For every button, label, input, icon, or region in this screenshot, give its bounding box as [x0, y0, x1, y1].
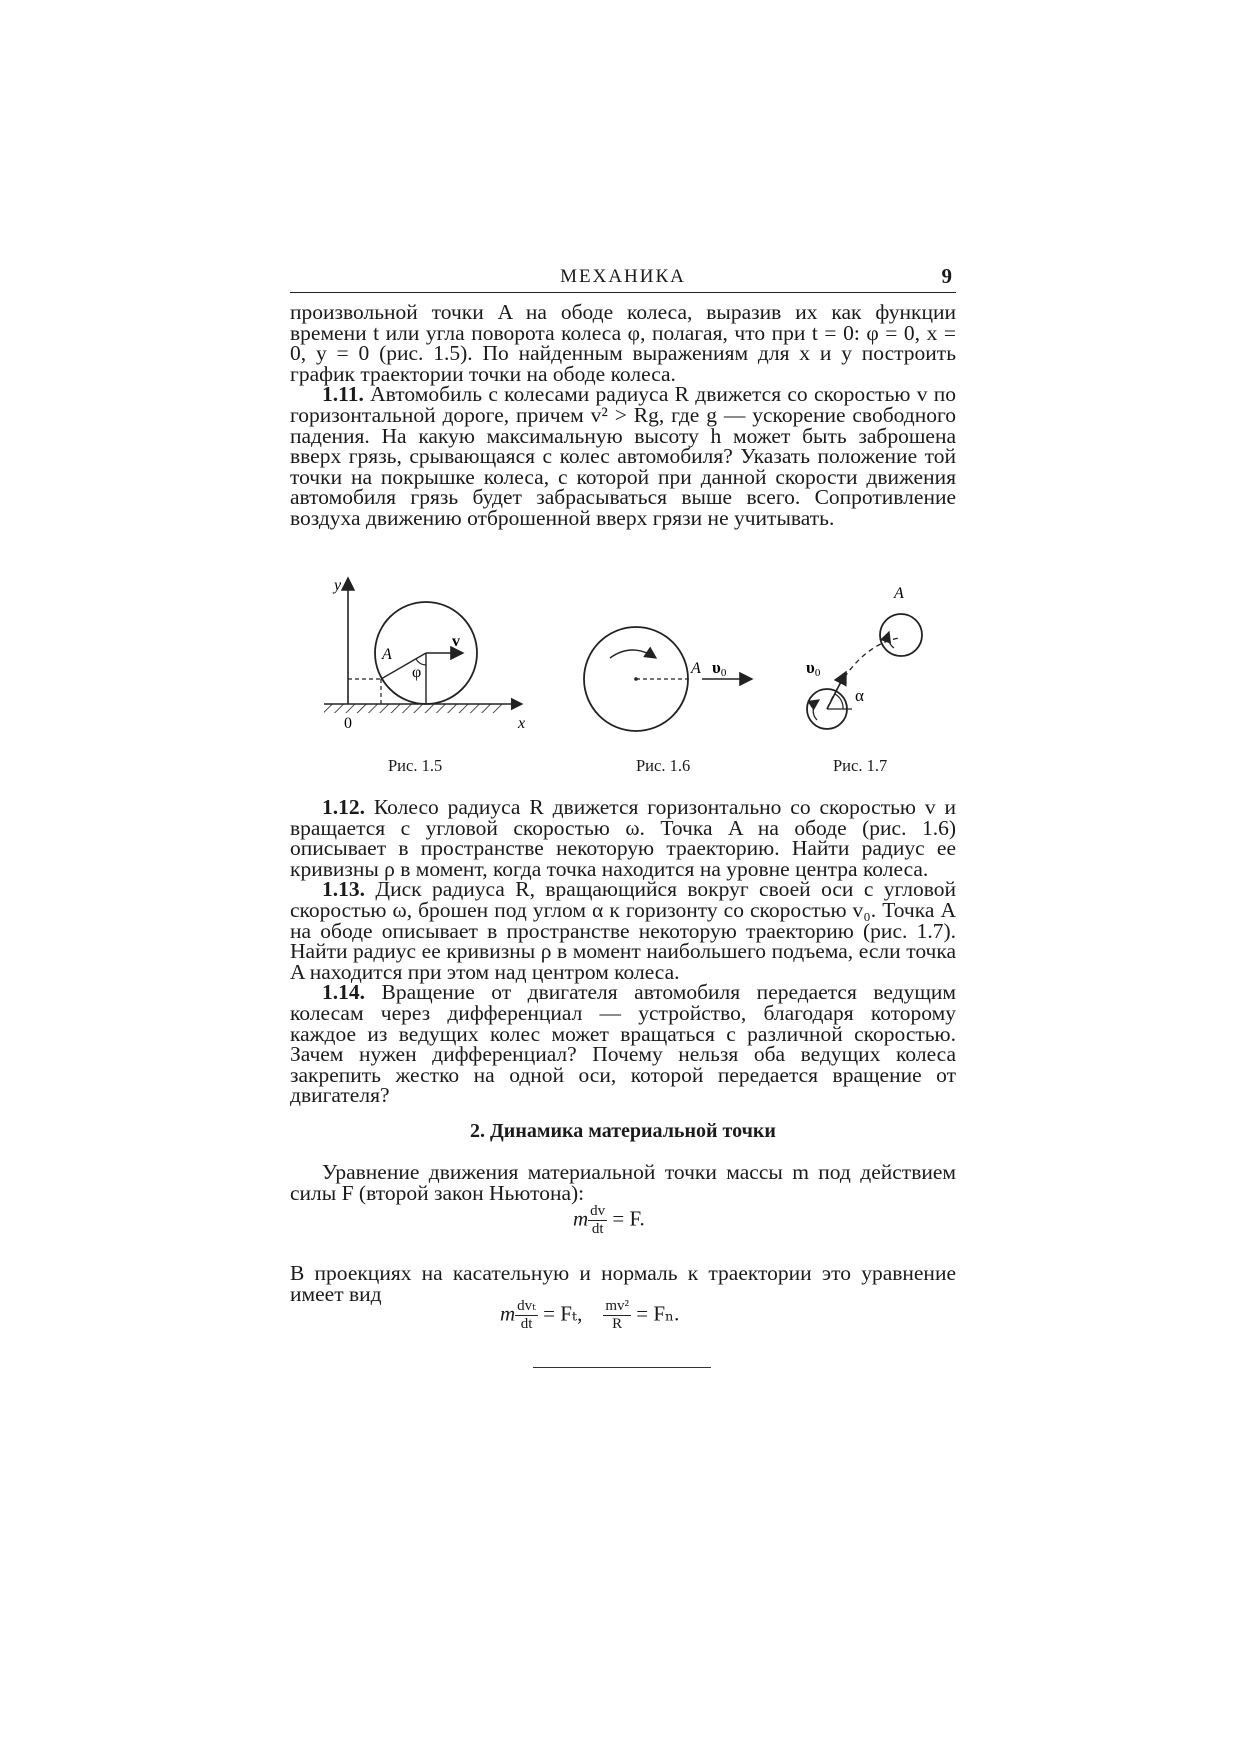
figure-1-6 [584, 627, 752, 731]
text-block-intro [290, 1162, 956, 1203]
problem-1-11 [290, 384, 956, 528]
disk-top [880, 614, 922, 656]
figure-1-7 [806, 585, 922, 729]
intro-paragraph: Уравнение движения материальной точки массы m под действием силы F (второй закон Ньютона): [290, 1160, 956, 1205]
page-number: 9 [941, 264, 952, 288]
point-A-label: A [691, 660, 701, 677]
formula-fraction: $\frac{dv}{dt}$ [590, 1203, 606, 1237]
figure-1-5 [324, 577, 525, 732]
problem-1-14 [290, 982, 956, 1106]
y-label: y [334, 577, 342, 594]
point-A-label: A [382, 646, 392, 663]
paragraph-continued: произвольной точки A на ободе колеса, выразив их как функции времени t или угла поворота колеса φ, полагая, что при t = 0: φ = 0, x = 0, y = 0 (рис. 1.5). По найденным выражениям для x и y построить график траектории точки на ободе колеса. [290, 300, 956, 386]
problem-number: 1.11. [322, 382, 364, 407]
problem-1-12 [290, 797, 956, 879]
velocity-label: υ0 [806, 658, 821, 679]
ground-hatch [324, 704, 504, 713]
formula-projections [500, 1298, 679, 1333]
formula-rhs-normal: = Fₙ. [636, 1301, 680, 1326]
velocity-label: υ0 [712, 658, 727, 679]
point-A-label: A [894, 585, 904, 602]
formula-fraction-tangent: $\frac{\text{dvₜ}}{dt}$ [517, 1298, 536, 1332]
running-header [290, 266, 956, 293]
caption-fig-1-7: Рис. 1.7 [833, 756, 888, 775]
angle-phi-label: φ [412, 664, 422, 681]
formula-fraction-normal: $\frac{\text{mv²}}{R}$ [605, 1298, 629, 1332]
problem-number: 1.13. [322, 877, 365, 902]
caption-fig-1-5: Рис. 1.5 [388, 756, 443, 775]
problem-text: Диск радиуса R, вращающийся вокруг своей оси с угловой скоростью ω, брошен под углом α к горизонту со скоростью v₀. Точка A на ободе описывает в пространстве некоторую траекторию (рис. 1.7). Найти радиус ее кривизны ρ в момент наибольшего подъема, если точка A находится при этом над центром колеса. [290, 877, 956, 984]
figures-row [290, 576, 956, 776]
problem-number: 1.14. [322, 980, 365, 1005]
text-block-problems [290, 797, 956, 1106]
rotation-arrow [610, 650, 656, 658]
problem-number: 1.12. [322, 795, 365, 819]
header-title: МЕХАНИКА [560, 266, 686, 287]
formula-rhs-tangent: = Fₜ, [543, 1301, 583, 1326]
rotation-arrow-start [813, 700, 819, 720]
footnote-rule [533, 1367, 711, 1368]
text-block-top [290, 302, 956, 529]
angle-alpha-label: α [855, 686, 864, 705]
problem-text: Вращение от двигателя автомобиля передается ведущим колесам через дифференциал — устройство, благодаря которому каждое из ведущих колес может вращаться с различной скоростью. Зачем нужен дифференциал? Почему нельзя оба ведущих колеса закрепить жестко на одной оси, которой передается вращение от двигателя? [290, 980, 957, 1108]
problem-1-13 [290, 879, 956, 982]
caption-fig-1-6: Рис. 1.6 [636, 756, 691, 775]
problem-text: Колесо радиуса R движется горизонтально со скоростью v и вращается с угловой скоростью ω. Точка A на ободе (рис. 1.6) описывает в пространстве некоторую траекторию. Найти радиус ее кривизны ρ в момент, когда точка находится на уровне центра колеса. [290, 795, 956, 881]
origin-label: 0 [344, 715, 352, 732]
x-label: x [518, 715, 526, 732]
projection-paragraph: В проекциях на касательную и нормаль к траектории это уравнение имеет вид [290, 1261, 956, 1306]
formula-rhs: = F. [612, 1206, 645, 1231]
formula-mass: m [573, 1206, 589, 1231]
velocity-label: v [452, 633, 460, 650]
problem-text: Автомобиль с колесами радиуса R движется со скоростью v по горизонтальной дороге, причем v² > Rg, где g — ускорение свободного падения. На какую максимальную высоту h может быть заброшена вверх грязь, срывающаяся с колес автомобиля? Указать положение той точки на покрышке колеса, с которой при данной скорости движения автомобиля грязь будет забрасываться выше всего. Сопротивление воздуха движению отброшенной вверх грязи не учитывать. [290, 382, 957, 530]
section-heading: 2. Динамика материальной точки [470, 1120, 776, 1142]
formula-newton [573, 1203, 645, 1238]
formula-mass: m [500, 1301, 516, 1326]
